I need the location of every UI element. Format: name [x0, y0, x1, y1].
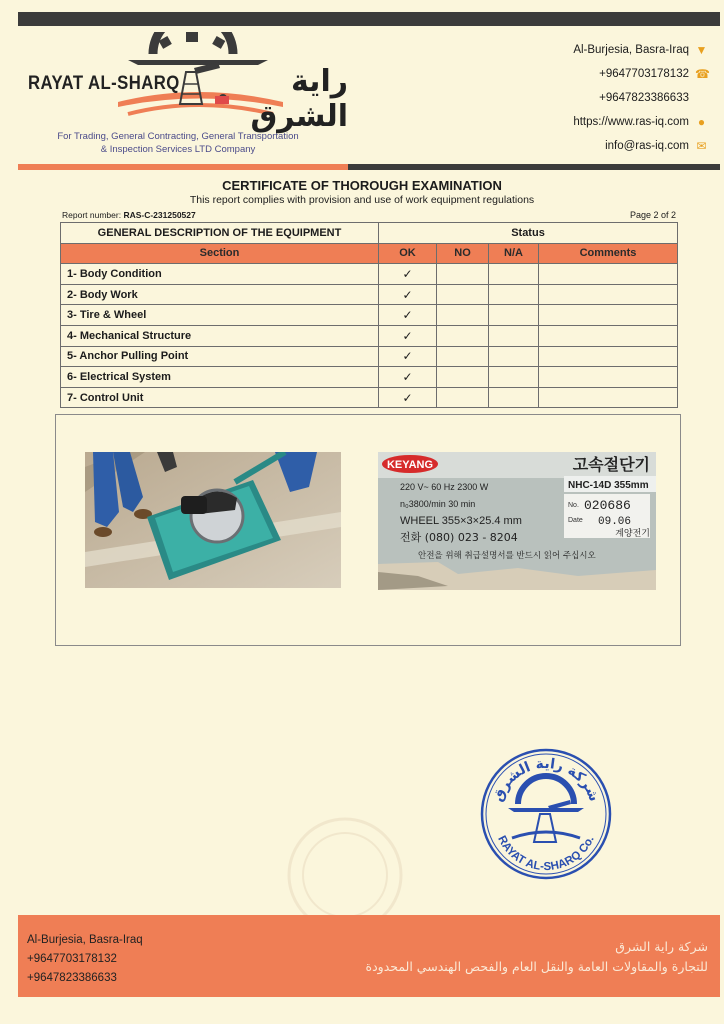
row-no — [437, 305, 489, 326]
address-text: Al-Burjesia, Basra-Iraq — [573, 44, 689, 56]
nameplate-date: 09.06 — [598, 516, 632, 528]
location-pin-icon: ▼ — [695, 42, 708, 57]
table-row — [61, 325, 678, 346]
row-section: 3- Tire & Wheel — [61, 305, 379, 326]
brand-name-ar: راية الشرق — [250, 64, 348, 134]
row-comments — [539, 387, 678, 408]
col-comments: Comments — [539, 243, 678, 264]
contact-email — [573, 134, 708, 158]
row-ok: ✓ — [379, 305, 437, 326]
website-text: https://www.ras-iq.com — [573, 116, 689, 128]
divider-dark — [348, 164, 720, 170]
table-row — [61, 387, 678, 408]
cutoff-saw-photo — [85, 452, 341, 588]
row-section: 2- Body Work — [61, 284, 379, 305]
status-header: Status — [379, 223, 678, 244]
row-ok: ✓ — [379, 346, 437, 367]
nameplate-spec-3: WHEEL 355×3×25.4 mm — [400, 515, 522, 527]
table-header-row-1 — [61, 223, 678, 244]
footer-address: Al-Burjesia, Basra-Iraq — [27, 934, 143, 946]
footer-ar-line-2: للتجارة والمقاولات العامة والنقل العام والفحص الهندسي المحدودة — [365, 959, 708, 974]
nameplate-title-kr: 고속절단기 — [572, 455, 650, 474]
report-number-value: RAS-C-231250527 — [123, 210, 196, 220]
phone-2-text: +9647823386633 — [599, 92, 689, 104]
table-header-row-2 — [61, 243, 678, 264]
row-comments — [539, 305, 678, 326]
nameplate-spec-1: 220 V~ 60 Hz 2300 W — [400, 482, 489, 492]
row-comments — [539, 346, 678, 367]
contact-block — [573, 38, 708, 158]
row-ok: ✓ — [379, 367, 437, 388]
nameplate-warning: 안전을 위해 취급설명서를 반드시 읽어 주십시오 — [418, 551, 596, 561]
stamp-text-ar: شركة راية الشرق — [489, 755, 603, 804]
row-na — [489, 325, 539, 346]
row-no — [437, 284, 489, 305]
row-ok: ✓ — [379, 264, 437, 285]
envelope-icon: ✉ — [696, 138, 707, 153]
nameplate-photo — [378, 452, 656, 590]
row-comments — [539, 367, 678, 388]
contact-website — [573, 110, 708, 134]
row-comments — [539, 325, 678, 346]
row-na — [489, 305, 539, 326]
company-tagline — [28, 130, 328, 156]
row-na — [489, 367, 539, 388]
nameplate-spec-2: n₀3800/min 30 min — [400, 499, 476, 509]
header-divider — [18, 164, 720, 172]
row-ok: ✓ — [379, 387, 437, 408]
footer-arabic-name — [366, 937, 708, 977]
table-row — [61, 346, 678, 367]
telephone-icon: ☎ — [695, 66, 710, 81]
nameplate-serial: 020686 — [584, 498, 631, 513]
company-stamp — [478, 746, 614, 882]
table-row — [61, 264, 678, 285]
stamp-derrick-icon — [508, 776, 584, 842]
row-section: 6- Electrical System — [61, 367, 379, 388]
row-comments — [539, 284, 678, 305]
table-row — [61, 367, 678, 388]
nameplate-brand: KEYANG — [386, 459, 434, 471]
row-no — [437, 325, 489, 346]
globe-icon: ● — [697, 114, 706, 129]
col-ok: OK — [379, 243, 437, 264]
contact-address — [573, 38, 708, 62]
letterhead — [18, 30, 720, 168]
blank-icon-slot — [695, 92, 708, 105]
contact-phone-2 — [573, 86, 708, 110]
equipment-status-table — [60, 222, 678, 408]
brand-name-en: RAYAT AL-SHARQ — [28, 73, 180, 94]
nameplate-phone: 전화 (080) 023 - 8204 — [400, 531, 518, 544]
footer-band — [18, 915, 720, 997]
row-na — [489, 387, 539, 408]
stamp-text-en: RAYAT AL-SHARQ Co. — [495, 833, 597, 874]
top-bar — [18, 12, 720, 26]
table-row — [61, 305, 678, 326]
row-no — [437, 264, 489, 285]
divider-orange — [18, 164, 348, 170]
row-na — [489, 346, 539, 367]
contact-phone-1 — [573, 62, 708, 86]
footer-phone-2: +9647823386633 — [27, 972, 117, 984]
footer-ar-line-1: شركة راية الشرق — [615, 939, 708, 954]
row-na — [489, 264, 539, 285]
row-ok: ✓ — [379, 284, 437, 305]
col-na: N/A — [489, 243, 539, 264]
row-section: 1- Body Condition — [61, 264, 379, 285]
tagline-line-1: For Trading, General Contracting, General Transportation — [57, 131, 299, 142]
general-description-header: GENERAL DESCRIPTION OF THE EQUIPMENT — [61, 223, 379, 244]
nameplate-date-label: Date — [568, 517, 583, 524]
nameplate-maker-kr: 계양전기 — [615, 529, 650, 539]
nameplate-model: NHC-14D 355mm — [568, 480, 649, 491]
company-logo — [18, 30, 348, 160]
report-number-label: Report number: — [62, 210, 122, 220]
footer-phone-1: +9647703178132 — [27, 953, 117, 965]
row-no — [437, 387, 489, 408]
table-row — [61, 284, 678, 305]
page-indicator: Page 2 of 2 — [629, 210, 676, 220]
footer-contacts — [27, 931, 143, 988]
row-ok: ✓ — [379, 325, 437, 346]
row-no — [437, 346, 489, 367]
row-section: 7- Control Unit — [61, 387, 379, 408]
email-text: info@ras-iq.com — [605, 140, 689, 152]
row-comments — [539, 264, 678, 285]
row-section: 4- Mechanical Structure — [61, 325, 379, 346]
phone-1-text: +9647703178132 — [599, 68, 689, 80]
certificate-title: CERTIFICATE OF THOROUGH EXAMINATION — [222, 178, 502, 193]
row-no — [437, 367, 489, 388]
row-section: 5- Anchor Pulling Point — [61, 346, 379, 367]
col-section: Section — [61, 243, 379, 264]
report-number — [62, 210, 196, 220]
nameplate-serial-label: No. — [568, 502, 579, 509]
row-na — [489, 284, 539, 305]
certificate-subtitle: This report complies with provision and use of work equipment regulations — [189, 194, 535, 206]
tagline-line-2: & Inspection Services LTD Company — [100, 144, 256, 155]
col-no: NO — [437, 243, 489, 264]
